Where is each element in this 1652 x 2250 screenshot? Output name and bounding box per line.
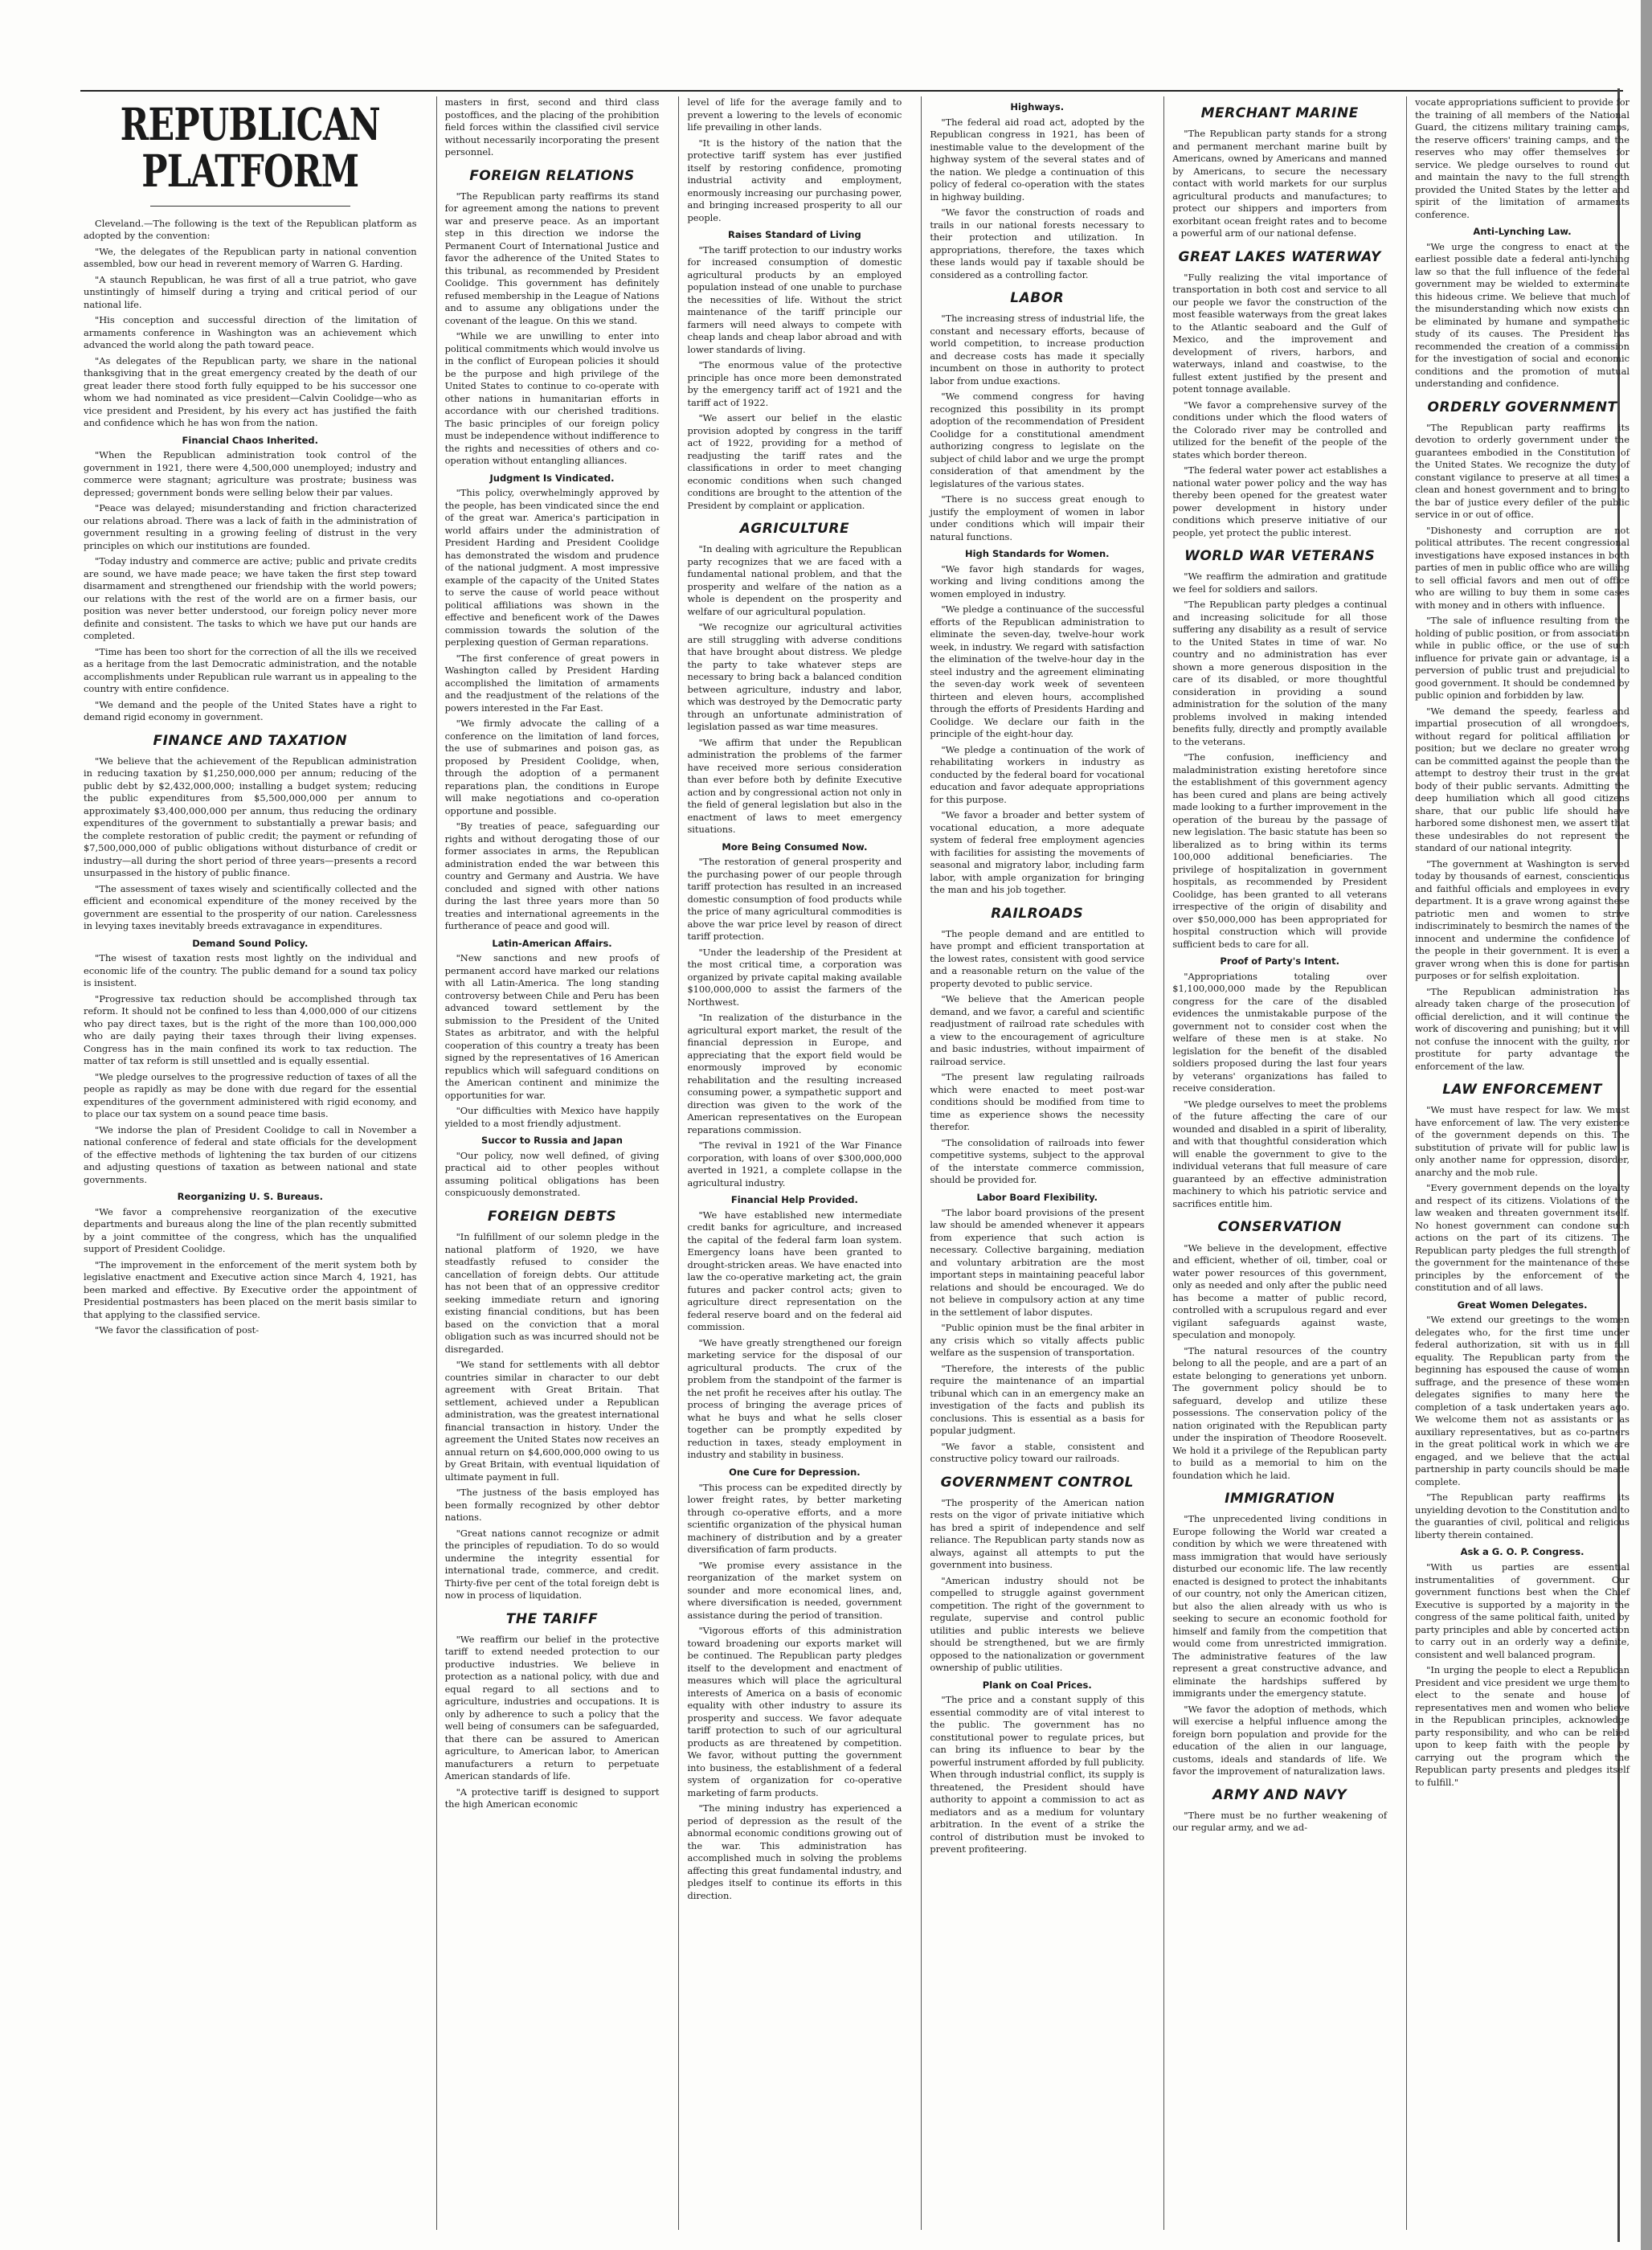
section-heading: GREAT LAKES WATERWAY: [1178, 248, 1381, 265]
paragraph: "The price and a constant supply of this essential commodity are of vital interest to the public. The government has no constitutional power to regulate prices, but can bring its influence to bear by the powerful instrument afforded by full publicity. When through industrial conflict, its supply is threatened, the President should have authority to appoint a commission to act as mediators and as a medium for voluntary arbitration. In the event of a strike the control of distribution must be invoked to prevent profiteering.: [930, 1694, 1145, 1855]
paragraph: "The Republican party pledges a continual and increasing solicitude for all those suffering any disability as a result of service to the United States in time of war. No country and no administration has ever shown a more generous disposition in the care of its disabled, or more thoughtful consideration in providing a sound administration for the solution of the many problems involved in making intended benefits fully, directly and promptly available to the veterans.: [1172, 599, 1388, 747]
headline-line-2: PLATFORM: [141, 144, 359, 197]
section-heading: FOREIGN DEBTS: [487, 1208, 617, 1225]
paragraph: "We firmly advocate the calling of a conference on the limitation of land forces, the use of submarines and poison gas, as proposed by President Coolidge, when, through the adoption of a permanent reparations plan, the conditions in Europe will make negotiations and co-operation opportune and possible.: [444, 718, 660, 816]
paragraph: "There is no success great enough to justify the employment of women in labor under conditions which will impair their natural functions.: [930, 493, 1145, 542]
paragraph: "We reaffirm the admiration and gratitude we feel for soldiers and sailors.: [1172, 571, 1388, 595]
paragraph: "Our difficulties with Mexico have happily yielded to a most friendly adjustment.: [444, 1105, 660, 1129]
paragraph: "We assert our belief in the elastic provision adopted by congress in the tariff act of 1922, providing for a method of readjusting the tariff rates and the classifications in order to meet changing economic conditions when such changed conditions are brought to the attention of the President by complaint or application.: [687, 412, 902, 511]
section-heading: FINANCE AND TAXATION: [153, 732, 348, 749]
paragraph: "We demand and the people of the United States have a right to demand rigid economy in government.: [84, 698, 417, 723]
paragraph: "We favor the construction of roads and trails in our national forests necessary to their protection and utilization. In appropriations, therefore, the taxes which these lands would pay if taxable should be considered as a controlling factor.: [930, 207, 1145, 280]
column-2-body: [445, 96, 660, 1811]
paragraph: "We favor high standards for wages, working and living conditions among the women employed in industry.: [930, 562, 1145, 599]
paragraph: "This process can be expedited directly by lower freight rates, by better marketing through co-operative efforts, and a more scientific organization of the physical human machinery of distribution and by a greater diversification of farm products.: [687, 1481, 902, 1556]
paragraph: "We urge the congress to enact at the earliest possible date a federal anti-lynching law so that the full influence of the federal government may be wielded to exterminate this hideous crime. We believe that much of the misunderstanding which now exists can be eliminated by humane and sympathetic study of its causes. The President has recommended the creation of a commission for the investigation of social and economic conditions and the promotion of mutual understanding and confidence.: [1415, 240, 1630, 390]
paragraph: "Public opinion must be the final arbiter in any crisis which so vitally affects public welfare as the suspension of transportation.: [930, 1322, 1145, 1359]
paragraph: "Dishonesty and corruption are not political attributes. The recent congressional investigations have exposed instances in both parties of men in public office who are willing to sell official favors and men out of office who are willing to buy them in some cases with money and in others with influence.: [1415, 524, 1630, 611]
subheading: Anti-Lynching Law.: [1473, 226, 1572, 237]
subheading: Plank on Coal Prices.: [982, 1679, 1092, 1691]
paragraph: "The sale of influence resulting from the holding of public position, or from association while in public office, or the use of such influence for private gain or advantage, is a perversion of public trust and prejudicial to good government. It should be condemned by public opinion and forbidden by law.: [1415, 615, 1630, 702]
paragraph: "American industry should not be compelled to struggle against government competition. The right of the government to regulate, supervise and control public utilities and public interests we believe should be strengthened, but we are firmly opposed to the nationalization or government ownership of public utilities.: [930, 1574, 1145, 1674]
column-6: [1406, 96, 1638, 2230]
paragraph: "The federal water power act establishes a national water power policy and the way has thereby been opened for the greatest water power development in history under conditions which preserve initiative of our people, yet protect the public interest.: [1172, 464, 1388, 538]
paragraph: "We affirm that under the Republican administration the problems of the farmer have received more serious consideration than ever before both by definite Executive action and by congressional action not only in the field of general legislation but also in the enactment of laws to meet emergency situations.: [687, 736, 902, 836]
section-heading: LAW ENFORCEMENT: [1442, 1082, 1602, 1098]
paragraph: "The unprecedented living conditions in Europe following the World war created a condition by which we were threatened with mass immigration that would have seriously disturbed our economic life. The law recently enacted is designed to protect the inhabitants of our country, not only the American citizen, but also the alien already with us who is seeking to secure an economic foothold for himself and family from the competition that would come from unrestricted immigration. The administrative features of the law represent a great constructive advance, and eliminate the hardships suffered by immigrants under the emergency statute.: [1172, 1513, 1388, 1700]
paragraph: vocate appropriations sufficient to provide for the training of all members of the National Guard, the citizens military training camps, the reserve officers' training camps, and the reserves who may offer themselves for service. We pledge ourselves to round out and maintain the navy to the full strength provided the United States by the letter and spirit of the limitation of armaments conference.: [1415, 96, 1630, 220]
paragraph: "We pledge a continuation of the work of rehabilitating workers in industry as conducted by the federal board for vocational education and favor adequate appropriations for this purpose.: [930, 743, 1145, 805]
paragraph: "We stand for settlements with all debtor countries similar in character to our debt agreement with Great Britain. That settlement, achieved under a Republican administration, was the greatest international financial transaction in history. Under the agreement the United States now receives an annual return on $4,600,000,000 owing to us by Great Britain, with eventual liquidation of ultimate payment in full.: [444, 1359, 660, 1483]
paragraph: level of life for the average family and to prevent a lowering to the levels of economic life prevailing in other lands.: [687, 96, 902, 133]
paragraph: "Great nations cannot recognize or admit the principles of repudiation. To do so would undermine the integrity essential for international trade, commerce, and credit. Thirty-five per cent of the total foreign debt is now in process of liquidation.: [444, 1527, 660, 1602]
section-heading: LABOR: [1010, 290, 1065, 307]
paragraph: "We believe that the American people demand, and we favor, a careful and scientific readjustment of railroad rate schedules with a view to the encouragement of agriculture and basic industries, without impairment of railroad service.: [930, 993, 1145, 1067]
headline-rule: [150, 206, 350, 207]
paragraph: "We commend congress for having recognized this possibility in its prompt adoption of the recommendation of President Coolidge for a constitutional amendment authorizing congress to legislate on the subject of child labor and we urge the prompt consideration of that amendment by the legislatures of the various states.: [930, 391, 1145, 489]
paragraph: "The restoration of general prosperity and the purchasing power of our people through tariff protection has resulted in an increased domestic consumption of food products while the price of many agricultural commodities is above the war price level by reason of direct tariff protection.: [687, 856, 902, 943]
subheading: Financial Help Provided.: [730, 1194, 858, 1206]
paragraph: "It is the history of the nation that the protective tariff system has ever justified itself by restoring confidence, promoting industrial activity and employment, enormously increasing our purchasing power, and bringing increased prosperity to all our people.: [687, 137, 902, 223]
subheading: Ask a G. O. P. Congress.: [1460, 1546, 1585, 1558]
paragraph: "A staunch Republican, he was first of all a true patriot, who gave unstintingly of himself during a trying and critical period of our national life.: [84, 273, 417, 310]
paragraph: "While we are unwilling to enter into political commitments which would involve us in the conflict of European policies it should be the purpose and high privilege of the United States to continue to co-operate with other nations in humanitarian efforts in accordance with our cherished traditions. The basic principles of our foreign policy must be independence without indifference to the rights and necessities of others and co-operation without entangling alliances.: [444, 330, 660, 467]
section-heading: ARMY AND NAVY: [1212, 1786, 1347, 1803]
headline: [120, 98, 380, 197]
section-heading: ORDERLY GOVERNMENT: [1427, 399, 1617, 415]
column-3: [678, 96, 910, 2230]
paragraph: "The Republican party reaffirms its devotion to orderly government under the guarantees embodied in the Constitution of the United States. We recognize the duty of constant vigilance to preserve at all times a clean and honest government and to bring to the bar of justice every defiler of the public service in or out of office.: [1415, 421, 1630, 521]
top-rule: [80, 90, 1623, 92]
paragraph: "Therefore, the interests of the public require the maintenance of an impartial tribunal which can in an emergency make an investigation of the facts and publish its conclusions. This is essential as a basis for popular judgment.: [930, 1362, 1145, 1437]
paragraph: "Fully realizing the vital importance of transportation in both cost and service to all our people we favor the construction of the most feasible waterways from the great lakes to the Atlantic seaboard and the Gulf of Mexico, and the improvement and development of rivers, harbors, and waterways, inland and coastwise, to the fullest extent justified by the present and potent tonnage available.: [1172, 271, 1388, 395]
column-2: [436, 96, 668, 2230]
paragraph: "The people demand and are entitled to have prompt and efficient transportation at the lowest rates, consistent with good service and a reasonable return on the value of the property devoted to public service.: [930, 927, 1145, 989]
paragraph: "The first conference of great powers in Washington called by President Harding accomplished the limitation of armaments and the readjustment of the relations of the powers interested in the Far East.: [444, 652, 660, 714]
paragraph: "In realization of the disturbance in the agricultural export market, the result of the financial depression in Europe, and appreciating that the export field would be enormously improved by economic rehabilitation and the resulting increased consuming power, a sympathetic support and direction was given to the work of the American representatives on the European reparations commission.: [687, 1012, 902, 1135]
paragraph: "We favor a stable, consistent and constructive policy toward our railroads.: [930, 1440, 1145, 1465]
section-heading: GOVERNMENT CONTROL: [940, 1474, 1134, 1491]
paragraph: "We pledge ourselves to the progressive reduction of taxes of all the people as rapidly as may be done with due regard for the essential expenditures of the government administered with rigid economy, and to place our tax system on a sound peace time basis.: [84, 1070, 417, 1120]
paragraph: "Under the leadership of the President at the most critical time, a corporation was organized by private capital making available $100,000,000 to assist the farmers of the Northwest.: [687, 946, 902, 1008]
paragraph: "We believe that the achievement of the Republican administration in reducing taxation by $1,250,000,000 per annum; reducing of the public debt by $2,432,000,000; installing a budget system; reducing the public expenditures from $5,500,000,000 per annum to approximately $3,400,000,000 per annum, thus reducing the ordinary expenditures of the government to substantially a prewar basis; and the complete restoration of public credit; the payment or refunding of $7,500,000,000 of public obligations without disturbance of credit or industry—all during the short period of three years—presents a record unsurpassed in the history of public finance.: [84, 755, 417, 879]
subheading: Succor to Russia and Japan: [481, 1135, 623, 1147]
article-columns: [80, 96, 1638, 2230]
paragraph: "The confusion, inefficiency and maladministration existing heretofore since the establishment of this government agency has been cured and plans are being actively made looking to a further improvement in the operation of the bureau by the passage of new legislation. The basic statute has been so liberalized as to bring within its terms 100,000 additional beneficiaries. The privilege of hospitalization in government hospitals, as recommended by President Coolidge, has been granted to all veterans irrespective of the origin of disability and over $50,000,000 has been appropriated for hospital construction which will provide sufficient beds to care for all.: [1172, 751, 1388, 950]
column-4-body: [930, 101, 1144, 1856]
paragraph: "The Republican administration has already taken charge of the prosecution of official dereliction, and it will continue the work of discovering and punishing; but it will not confuse the innocent with the guilty, nor prostitute for party advantage the enforcement of the law.: [1415, 985, 1630, 1072]
paragraph: "With us parties are essential instrumentalities of government. Our government functions best when the Chief Executive is supported by a majority in the congress of the same political faith, united by party principles and able by concerted action to carry out in an orderly way a definite, consistent and well balanced program.: [1415, 1561, 1630, 1660]
paragraph: "The Republican party reaffirms its stand for agreement among the nations to prevent war and preserve peace. As an important step in this direction we indorse the Permanent Court of International Justice and favor the adherence of the United States to this tribunal, as recommended by President Coolidge. This government has definitely refused membership in the League of Nations and to assume any obligations under the covenant of the league. On this we stand.: [444, 190, 660, 326]
paragraph: "As delegates of the Republican party, we share in the national thanksgiving that in the great emergency created by the death of our great leader there stood forth fully equipped to be his successor one whom we had nominated as vice president—Calvin Coolidge—who as vice president and President, by his every act has justified the faith and confidence which he has won from the nation.: [84, 354, 417, 428]
paragraph: "Peace was delayed; misunderstanding and friction characterized our relations abroad. There was a lack of faith in the administration of government resulting in a growing feeling of distrust in the very principles on which our institutions are founded.: [84, 502, 417, 551]
paragraph: "We pledge a continuance of the successful efforts of the Republican administration to eliminate the seven-day, twelve-hour work week, in industry. We regard with satisfaction the elimination of the twelve-hour day in the steel industry and the agreement eliminating the seven-day work week of seventeen thirteen and eleven hours, accomplished through the efforts of Presidents Harding and Coolidge. We declare our faith in the principle of the eight-hour day.: [930, 603, 1145, 740]
paragraph: "In urging the people to elect a Republican President and vice president we urge them to elect to the senate and house of representatives men and women who believe in the Republican principles, acknowledge party responsibility, and who can be relied upon to keep faith with the people by carrying out the program which the Republican party presents and pledges itself to fulfill.": [1415, 1664, 1630, 1788]
paragraph: "We favor a comprehensive reorganization of the executive departments and bureaus along the line of the plan recently submitted by a joint committee of the congress, which has the unqualified support of President Coolidge.: [84, 1205, 417, 1255]
section-heading: WORLD WAR VETERANS: [1184, 548, 1376, 565]
paragraph: "We extend our greetings to the women delegates who, for the first time under federal authorization, sit with us in full equality. The Republican party from the beginning has espoused the cause of woman suffrage, and the presence of these women delegates signifies to many here the completion of a task undertaken years ago. We welcome them not as assistants or as auxiliary representatives, but as co-partners in the great political work in which we are engaged, and we believe that the actual partnership in party councils should be made complete.: [1415, 1314, 1630, 1487]
subheading: One Cure for Depression.: [729, 1466, 861, 1478]
section-heading: IMMIGRATION: [1225, 1491, 1335, 1508]
column-1-body: [84, 218, 417, 1337]
column-4: [921, 96, 1152, 2230]
paragraph: "When the Republican administration took control of the government in 1921, there were 4,500,000 unemployed; industry and commerce were stagnant; agriculture was prostrate; business was depressed; government bonds were selling below their par values.: [84, 449, 417, 498]
paragraph: "The assessment of taxes wisely and scientifically collected and the efficient and economical expenditure of the money received by the government are essential to the prosperity of our nation. Carelessness in levying taxes inevitably breeds extravagance in expenditures.: [84, 882, 417, 932]
paragraph: "The labor board provisions of the present law should be amended whenever it appears from experience that such action is necessary. Collective bargaining, mediation and voluntary arbitration are the most important steps in maintaining peaceful labor relations and should be encouraged. We do not believe in compulsory action at any time in the settlement of labor disputes.: [930, 1206, 1145, 1318]
paragraph: "We pledge ourselves to meet the problems of the future affecting the care of our wounded and disabled in a spirit of liberality, and with that thoughtful consideration which will enable the government to give to the individual veterans that full measure of care guaranteed by an effective administration machinery to which his patriotic service and sacrifices entitle him.: [1172, 1098, 1388, 1209]
paragraph: "The Republican party stands for a strong and permanent merchant marine built by Americans, owned by Americans and manned by Americans, to secure the necessary contact with world markets for our surplus agricultural products and manufactures; to protect our shippers and importers from exorbitant ocean freight rates and to become a powerful arm of our national defense.: [1172, 128, 1388, 239]
paragraph: "His conception and successful direction of the limitation of armaments conference in Washington was an achievement which advanced the world along the path toward peace.: [84, 314, 417, 350]
paragraph: "The improvement in the enforcement of the merit system both by legislative enactment and Executive action since March 4, 1921, has been marked and effective. By Executive order the appointment of Presidential postmasters has been placed on the merit basis similar to that applying to the classified service.: [84, 1258, 417, 1320]
section-heading: FOREIGN RELATIONS: [469, 167, 635, 184]
paragraph: "We favor a broader and better system of vocational education, a more adequate system of federal free employment agencies with facilities for assisting the movements of seasonal and migratory labor, including farm labor, with ample organization for bringing the man and his job together.: [930, 809, 1145, 896]
section-heading: MERCHANT MARINE: [1200, 105, 1359, 121]
paragraph: "The revival in 1921 of the War Finance corporation, with loans of over $300,000,000 averted in 1921, a complete collapse in the agricultural industry.: [687, 1139, 902, 1188]
paragraph: "Vigorous efforts of this administration toward broadening our exports market will be continued. The Republican party pledges itself to the development and enactment of measures which will place the agricultural interests of America on a basis of economic equality with other industry to assure its prosperity and success. We favor adequate tariff protection to such of our agricultural products as are threatened by competition. We favor, without putting the government into business, the establishment of a federal system of organization for co-operative marketing of farm products.: [687, 1625, 902, 1798]
paragraph: "The justness of the basis employed has been formally recognized by other debtor nations.: [444, 1487, 660, 1524]
paragraph: masters in first, second and third class postoffices, and the placing of the prohibition field forces within the classified civil service without necessarily incorporating the present personnel.: [444, 96, 660, 158]
paragraph: "We indorse the plan of President Coolidge to call in November a national conference of federal and state officials for the development of the effective methods of lightening the tax burden of our citizens and adjusting questions of taxation as between national and state governments.: [84, 1123, 417, 1185]
section-heading: THE TARIFF: [505, 1610, 599, 1627]
paragraph: "We favor a comprehensive survey of the conditions under which the flood waters of the Colorado river may be controlled and utilized for the benefit of the people of the states which border thereon.: [1172, 399, 1388, 460]
section-heading: RAILROADS: [991, 905, 1084, 922]
paragraph: "We reaffirm our belief in the protective tariff to extend needed protection to our productive industries. We believe in protection as a national policy, with due and equal regard to all sections and to agriculture, industries and occupations. It is only by adherence to such a policy that the well being of consumers can be safeguarded, that there can be assured to American agriculture, to American labor, to American manufacturers a return to perpetuate American standards of life.: [444, 1633, 660, 1782]
paragraph: "There must be no further weakening of our regular army, and we ad-: [1172, 1809, 1388, 1834]
paragraph: "The Republican party reaffirms its unyielding devotion to the Constitution and to the guaranties of civil, political and religious liberty therein contained.: [1415, 1491, 1630, 1540]
section-heading: CONSERVATION: [1217, 1219, 1342, 1236]
column-6-body: [1415, 96, 1630, 1789]
paragraph: "New sanctions and new proofs of permanent accord have marked our relations with all Latin-America. The long standing controversy between Chile and Peru has been advanced toward settlement by the submission to the President of the United States as arbitrator, and with the helpful cooperation of this country a treaty has been signed by the representatives of 16 American republics which will safeguard conditions on the American continent and minimize the opportunities for war.: [444, 952, 660, 1101]
paragraph: "In dealing with agriculture the Republican party recognizes that we are faced with a fundamental national problem, and that the prosperity and welfare of the nation as a whole is dependent on the prosperity and welfare of our agricultural population.: [687, 543, 902, 617]
paragraph: "Our policy, now well defined, of giving practical aid to other peoples without assuming political obligations has been conspicuously demonstrated.: [444, 1149, 660, 1199]
paragraph: "We favor the classification of post-: [95, 1324, 260, 1336]
paragraph: "The enormous value of the protective principle has once more been demonstrated by the emergency tariff act of 1921 and the tariff act of 1922.: [687, 359, 902, 408]
paragraph: "The tariff protection to our industry works for increased consumption of domestic agricultural products by an employed population instead of one unable to purchase the necessities of life. Without the strict maintenance of the tariff principle our farmers will need always to compete with cheap lands and cheap labor abroad and with lower standards of living.: [687, 243, 902, 355]
subheading: Proof of Party's Intent.: [1220, 955, 1339, 968]
column-1: [80, 96, 425, 2230]
paragraph: "The mining industry has experienced a period of depression as the result of the abnormal economic conditions growing out of the war. This administration has accomplished much in solving the problems affecting this great fundamental industry, and pledges itself to continue its efforts in this direction.: [687, 1802, 902, 1901]
subheading: Raises Standard of Living: [728, 229, 861, 240]
paragraph: "Appropriations totaling over $1,100,000,000 made by the Republican congress for the care of the disabled evidences the unmistakable purpose of the government not to consider cost when the welfare of these men is at stake. No legislation for the benefit of the disabled soldiers proposed during the last four years by veterans' organizations has failed to receive consideration.: [1172, 970, 1388, 1094]
paragraph: "We promise every assistance in the reorganization of the market system on sounder and more economical lines, and, where diversification is needed, government assistance during the period of transition.: [687, 1559, 902, 1621]
column-5-body: [1172, 104, 1387, 1835]
paragraph: "We have established new intermediate credit banks for agriculture, and increased the capital of the federal farm loan system. Emergency loans have been granted to drought-stricken areas. We have enacted into law the co-operative marketing act, the grain futures and packer control acts; given to agriculture direct representation on the federal reserve board and on the federal aid commission.: [687, 1209, 902, 1333]
subheading: Labor Board Flexibility.: [976, 1191, 1098, 1203]
paragraph: "We must have respect for law. We must have enforcement of law. The very existence of the government depends on this. The substitution of private will for public law is only another name for oppression, disorder, anarchy and the mob rule.: [1415, 1104, 1630, 1178]
paragraph: "The government at Washington is served today by thousands of earnest, conscientious and faithful officials and employees in every department. It is a grave wrong against these patriotic men and women to strive indiscriminately to besmirch the names of the innocent and undermine the confidence of the people in their government. It is even a graver wrong when this is done for partisan purposes or for selfish exploitation.: [1415, 857, 1630, 982]
paragraph: "The consolidation of railroads into fewer competitive systems, subject to the approval of the interstate commerce commission, should be provided for.: [930, 1136, 1145, 1186]
paragraph: "A protective tariff is designed to support the high American economic: [444, 1786, 660, 1810]
paragraph: "We, the delegates of the Republican party in national convention assembled, bow our head in reverent memory of Warren G. Harding.: [84, 245, 417, 269]
subheading: Latin-American Affairs.: [492, 937, 612, 949]
paragraph: "Every government depends on the loyalty and respect of its citizens. Violations of the law weaken and threaten government itself. No honest government can condone such actions on the part of its citizens. The Republican party pledges the full strength of the government for the maintenance of these principles by the enforcement of the constitution and of all laws.: [1415, 1182, 1630, 1294]
column-3-body: [687, 96, 902, 1902]
subheading: Reorganizing U. S. Bureaus.: [177, 1191, 323, 1203]
paragraph: "The natural resources of the country belong to all the people, and are a part of an estate belonging to generations yet unborn. The government policy should be to safeguard, develop and utilize these possessions. The conservation policy of the nation originated with the Republican party under the inspiration of Theodore Roosevelt. We hold it a privilege of the Republican party to build as a memorial to him on the foundation which he laid.: [1172, 1344, 1388, 1481]
page-edge: [1641, 0, 1652, 2250]
headline-line-1: REPUBLICAN: [120, 98, 380, 150]
paragraph: "The prosperity of the American nation rests on the vigor of private initiative which has bred a spirit of independence and self reliance. The Republican party stands now as always, against all attempts to put the government into business.: [930, 1496, 1145, 1571]
paragraph: "The wisest of taxation rests most lightly on the individual and economic life of the country. The public demand for a sound tax policy is insistent.: [84, 952, 417, 989]
paragraph: "The increasing stress of industrial life, the constant and necessary efforts, because of world competition, to increase production and decrease costs has made it specially incumbent on those in authority to protect labor from undue exactions.: [930, 313, 1145, 387]
subheading: High Standards for Women.: [964, 548, 1110, 560]
paragraph: "Today industry and commerce are active; public and private credits are sound, we have made peace; we have taken the first step toward disarmament and strengthened our friendship with the world powers; our relations with the rest of the world are on a firmer basis, our position was never better understood, our foreign policy never more definite and consistent. The tasks to which we have put our hands are completed.: [84, 555, 417, 642]
paragraph: "Time has been too short for the correction of all the ills we received as a heritage from the last Democratic administration, and the notable accomplishments under Republican rule warrant us in appealing to the country with entire confidence.: [84, 645, 417, 695]
paragraph: "The federal aid road act, adopted by the Republican congress in 1921, has been of inestimable value to the development of the highway system of the several states and of the nation. We pledge a continuation of this policy of federal co-operation with the states in highway building.: [930, 116, 1145, 202]
subheading: Highways.: [1010, 101, 1065, 112]
paragraph: "We demand the speedy, fearless and impartial prosecution of all wrongdoers, without regard for political affiliation or position; but we declare no greater wrong can be committed against the people than the attempt to destroy their trust in the great body of their public servants. Admitting the deep humiliation which all good citizens share, that our public life should have harbored some dishonest men, we assert that these undesirables do not represent the standard of our national integrity.: [1415, 705, 1630, 854]
paragraph: "We have greatly strengthened our foreign marketing service for the disposal of our agricultural products. The crux of the problem from the standpoint of the farmer is the net profit he receives after his outlay. The process of bringing the average prices of what he buys and what he sells closer together can be promptly expedited by reduction in taxes, steady employment in industry and stability in business.: [687, 1336, 902, 1461]
paragraph: Cleveland.—The following is the text of the Republican platform as adopted by the convention:: [84, 217, 417, 241]
paragraph: "We believe in the development, effective and efficient, whether of oil, timber, coal or water power resources of this government, only as needed and only after the public need has become a matter of public record, controlled with a scrupulous regard and ever vigilant safeguards against waste, speculation and monopoly.: [1172, 1242, 1388, 1341]
paragraph: "By treaties of peace, safeguarding our rights and without derogating those of our former associates in arms, the Republican administration ended the war between this country and Germany and Austria. We have concluded and signed with other nations during the last three years more than 50 treaties and international agreements in the furtherance of peace and good will.: [444, 820, 660, 932]
subheading: Great Women Delegates.: [1457, 1299, 1588, 1311]
section-heading: AGRICULTURE: [739, 521, 850, 538]
paragraph: "This policy, overwhelmingly approved by the people, has been vindicated since the end of the great war. America's participation in world affairs under the administration of President Harding and President Coolidge has demonstrated the wisdom and prudence of the national judgment. A most impressive example of the capacity of the United States to serve the cause of world peace without political affiliations was shown in the effective and beneficent work of the Dawes commission towards the solution of the perplexing question of German reparations.: [444, 487, 660, 648]
paragraph: "We recognize our agricultural activities are still struggling with adverse conditions that have brought about distress. We pledge the party to take whatever steps are necessary to bring back a balanced condition between agriculture, industry and labor, which was destroyed by the Democratic party through an unfortunate administration of legislation passed as war time measures.: [687, 621, 902, 733]
subheading: Judgment Is Vindicated.: [489, 472, 615, 484]
subheading: Financial Chaos Inherited.: [182, 434, 319, 446]
paragraph: "Progressive tax reduction should be accomplished through tax reform. It should not be confined to less than 4,000,000 of our citizens who pay direct taxes, but is the right of the more than 100,000,000 who are daily paying their taxes through their living expenses. Congress has in the main confined its work to tax reduction. The matter of tax reform is still unsettled and is equally essential.: [84, 992, 417, 1067]
paragraph: "In fulfillment of our solemn pledge in the national platform of 1920, we have steadfastly refused to consider the cancellation of foreign debts. Our attitude has not been that of an oppressive creditor seeking immediate return and ignoring existing financial conditions, but has been based on the conviction that a moral obligation such as was incurred should not be disregarded.: [444, 1231, 660, 1355]
subheading: Demand Sound Policy.: [192, 937, 309, 949]
paragraph: "The present law regulating railroads which were enacted to meet post-war conditions should be modified from time to time as experience shows the necessity therefor.: [930, 1071, 1145, 1133]
column-5: [1163, 96, 1395, 2230]
subheading: More Being Consumed Now.: [722, 841, 868, 853]
paragraph: "We favor the adoption of methods, which will exercise a helpful influence among the foreign born population and provide for the education of the alien in our language, customs, ideals and standards of life. We favor the improvement of naturalization laws.: [1172, 1703, 1388, 1778]
